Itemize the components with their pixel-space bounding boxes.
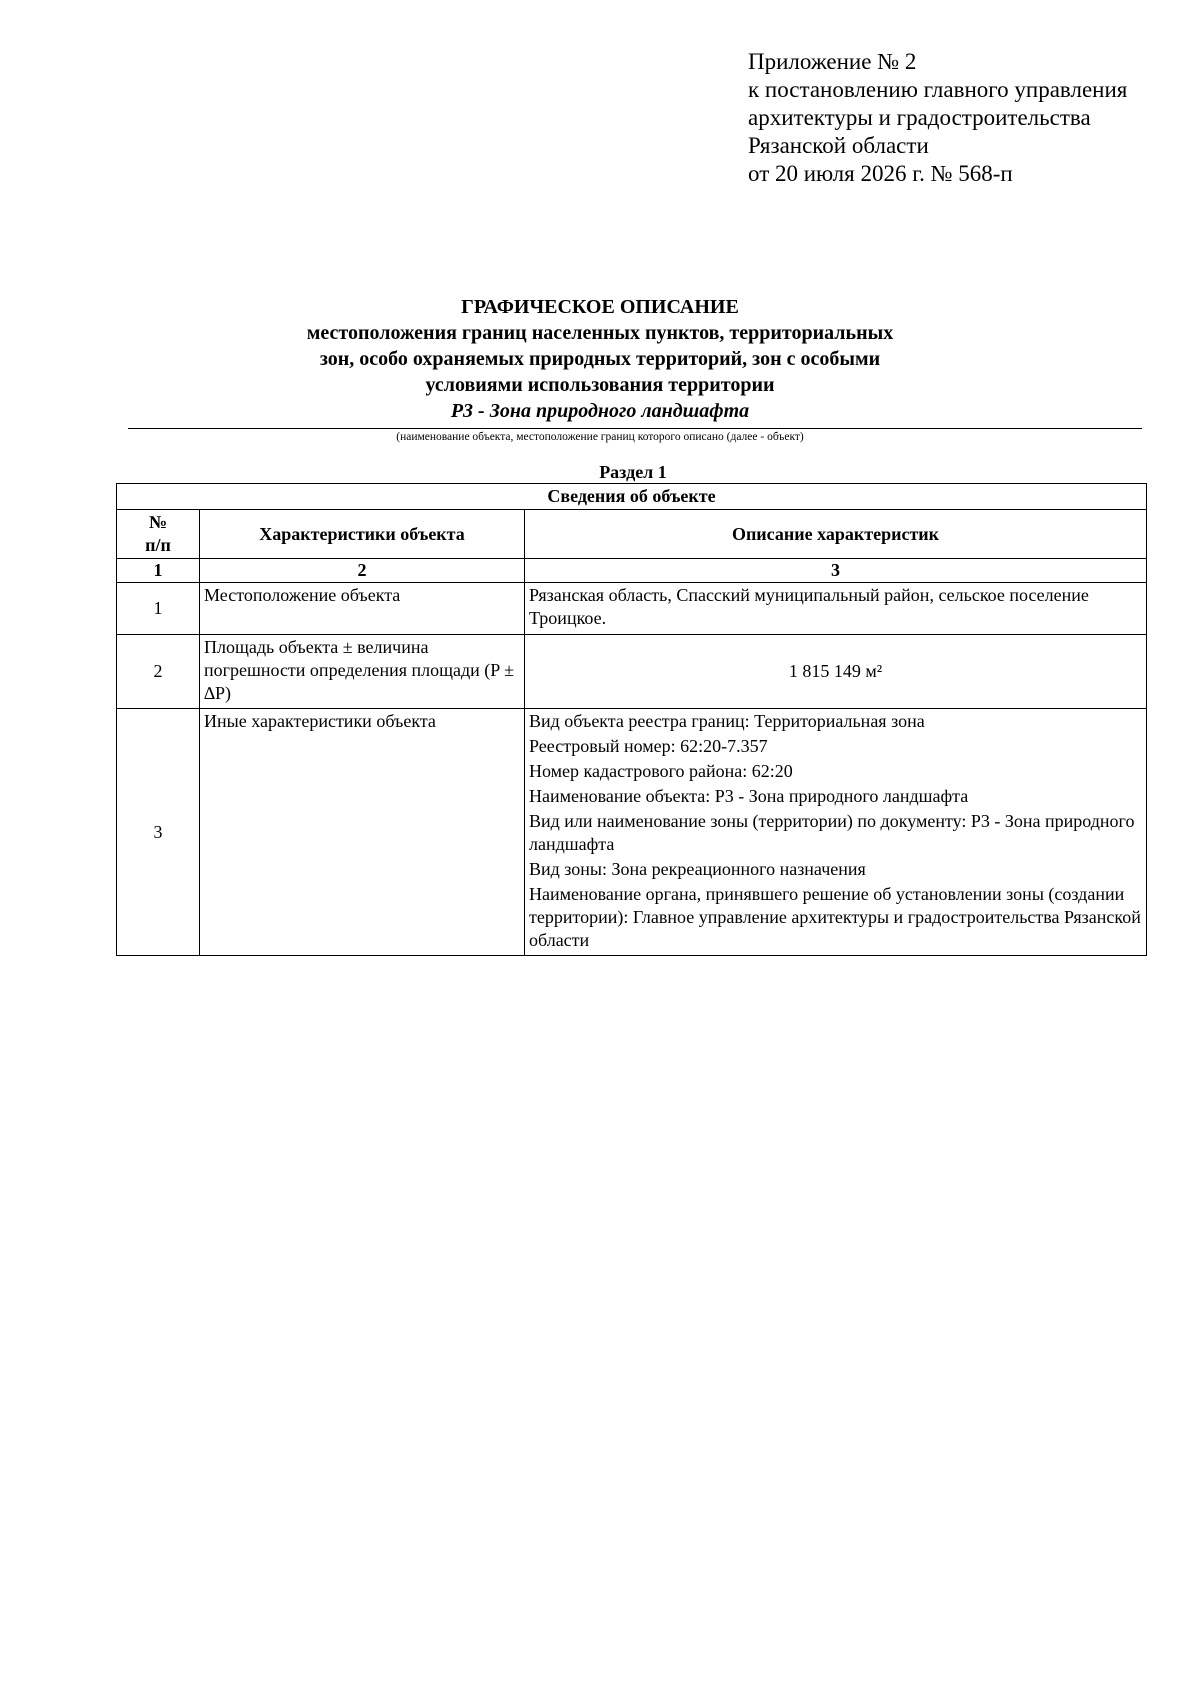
row-number: 2	[117, 635, 200, 709]
description-line: Наименование органа, принявшего решение об установлении зоны (создании территории): Главное управление архитектуры и градостроительства Рязанской области	[529, 884, 1141, 950]
row-characteristic: Площадь объекта ± величина погрешности определения площади (P ± ∆P)	[200, 635, 525, 709]
description-line: Вид объекта реестра границ: Территориальная зона	[529, 711, 925, 731]
column-number: 1	[117, 559, 200, 583]
object-info-table	[116, 483, 1147, 956]
description-line: Номер кадастрового района: 62:20	[529, 761, 793, 781]
description-line: Вид или наименование зоны (территории) по документу: Р3 - Зона природного ландшафта	[529, 811, 1135, 854]
row-characteristic: Иные характеристики объекта	[200, 709, 525, 956]
object-caption: (наименование объекта, местоположение границ которого описано (далее - объект)	[396, 431, 804, 443]
appendix-line: Приложение № 2	[748, 49, 917, 74]
description-line: Реестровый номер: 62:20-7.357	[529, 736, 768, 756]
row-description: Рязанская область, Спасский муниципальный район, сельское поселение Троицкое.	[525, 583, 1147, 635]
document-heading	[0, 294, 1200, 424]
object-name: Р3 - Зона природного ландшафта	[450, 400, 750, 422]
column-number: 2	[200, 559, 525, 583]
table-caption: Сведения об объекте	[117, 484, 1147, 510]
column-number: 3	[525, 559, 1147, 583]
table-row	[117, 709, 1147, 956]
table-row	[117, 635, 1147, 709]
row-characteristic: Местоположение объекта	[200, 583, 525, 635]
appendix-line: архитектуры и градостроительства	[748, 105, 1091, 130]
subtitle-line: условиями использования территории	[425, 374, 775, 396]
subtitle-line: зон, особо охраняемых природных территорий, зон с особыми	[319, 348, 881, 370]
document-title: ГРАФИЧЕСКОЕ ОПИСАНИЕ	[461, 296, 739, 318]
row-description: 1 815 149 м²	[525, 635, 1147, 709]
underline-rule	[128, 428, 1142, 429]
row-number: 3	[117, 709, 200, 956]
row-number: 1	[117, 583, 200, 635]
subtitle-line: местоположения границ населенных пунктов, территориальных	[306, 322, 894, 344]
appendix-block	[748, 48, 1127, 188]
column-header-characteristic: Характеристики объекта	[200, 510, 525, 559]
row-description	[525, 709, 1147, 956]
section-title: Раздел 1	[599, 462, 667, 482]
appendix-line: Рязанской области	[748, 133, 929, 158]
appendix-line: от 20 июля 2026 г. № 568-п	[748, 161, 1013, 186]
appendix-line: к постановлению главного управления	[748, 77, 1128, 102]
description-line: Вид зоны: Зона рекреационного назначения	[529, 859, 866, 879]
column-header-number: № п/п	[117, 510, 200, 559]
column-header-description: Описание характеристик	[525, 510, 1147, 559]
table-row	[117, 583, 1147, 635]
description-line: Наименование объекта: Р3 - Зона природного ландшафта	[529, 786, 969, 806]
